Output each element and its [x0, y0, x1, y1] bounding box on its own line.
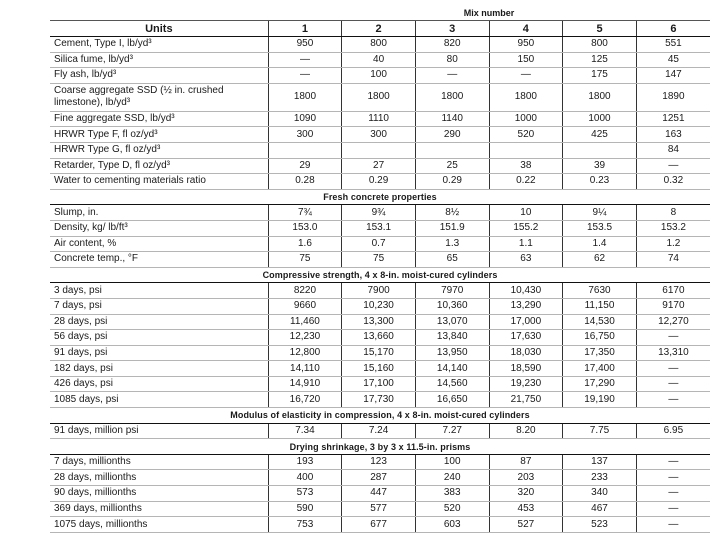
table-row [50, 174, 710, 190]
row-label: 90 days, millionths [50, 486, 268, 502]
table-row [50, 423, 710, 439]
mix-number-header-1: 1 [268, 21, 342, 37]
cell-mix-4: 21,750 [489, 392, 563, 408]
cell-mix-5: 425 [563, 127, 637, 143]
row-label: 7 days, millionths [50, 454, 268, 470]
cell-mix-5: 1.4 [563, 236, 637, 252]
cell-mix-1: 950 [268, 37, 342, 53]
cell-mix-6: 12,270 [636, 314, 710, 330]
cell-mix-6: — [636, 486, 710, 502]
table-row [50, 111, 710, 127]
cell-mix-5: 523 [563, 517, 637, 533]
cell-mix-2: 0.7 [342, 236, 416, 252]
cell-mix-1: 14,110 [268, 361, 342, 377]
table-row [50, 127, 710, 143]
cell-mix-6: 1890 [636, 83, 710, 111]
cell-mix-5: 17,350 [563, 345, 637, 361]
cell-mix-6: 45 [636, 52, 710, 68]
cell-mix-1: 14,910 [268, 376, 342, 392]
cell-mix-4: 13,290 [489, 298, 563, 314]
cell-mix-6: 0.32 [636, 174, 710, 190]
cell-mix-2: 40 [342, 52, 416, 68]
cell-mix-4: 950 [489, 37, 563, 53]
cell-mix-5: 153.5 [563, 220, 637, 236]
cell-mix-4: 38 [489, 158, 563, 174]
cell-mix-1: 1800 [268, 83, 342, 111]
row-label: Fine aggregate SSD, lb/yd³ [50, 111, 268, 127]
cell-mix-4: 1800 [489, 83, 563, 111]
cell-mix-3 [415, 142, 489, 158]
cell-mix-3: 13,840 [415, 330, 489, 346]
cell-mix-6: — [636, 330, 710, 346]
cell-mix-4: 8.20 [489, 423, 563, 439]
table-row [50, 486, 710, 502]
row-label: 3 days, psi [50, 283, 268, 299]
cell-mix-5: 1800 [563, 83, 637, 111]
cell-mix-2: 75 [342, 252, 416, 268]
cell-mix-3: 65 [415, 252, 489, 268]
mix-properties-table [50, 6, 710, 533]
row-label: 91 days, psi [50, 345, 268, 361]
cell-mix-2: 287 [342, 470, 416, 486]
cell-mix-6: — [636, 158, 710, 174]
cell-mix-5: 800 [563, 37, 637, 53]
column-header-row [50, 21, 710, 37]
row-label: Density, kg/ lb/ft³ [50, 220, 268, 236]
cell-mix-3: 7970 [415, 283, 489, 299]
cell-mix-3: 13,950 [415, 345, 489, 361]
row-label: 369 days, millionths [50, 501, 268, 517]
cell-mix-6: — [636, 470, 710, 486]
cell-mix-4: 155.2 [489, 220, 563, 236]
cell-mix-1: 29 [268, 158, 342, 174]
cell-mix-4: 1.1 [489, 236, 563, 252]
cell-mix-6: 153.2 [636, 220, 710, 236]
cell-mix-3: 1.3 [415, 236, 489, 252]
cell-mix-1: 300 [268, 127, 342, 143]
cell-mix-4: 87 [489, 454, 563, 470]
cell-mix-3: 290 [415, 127, 489, 143]
cell-mix-3: 25 [415, 158, 489, 174]
cell-mix-2: 447 [342, 486, 416, 502]
cell-mix-4: 150 [489, 52, 563, 68]
cell-mix-5: 0.23 [563, 174, 637, 190]
table-row [50, 454, 710, 470]
cell-mix-4: 320 [489, 486, 563, 502]
cell-mix-4: 18,030 [489, 345, 563, 361]
table-row [50, 470, 710, 486]
cell-mix-3: 8½ [415, 205, 489, 221]
table-row [50, 501, 710, 517]
cell-mix-2: 15,170 [342, 345, 416, 361]
row-label: Coarse aggregate SSD (½ in. crushed limestone), lb/yd³ [50, 83, 268, 111]
cell-mix-3: 520 [415, 501, 489, 517]
cell-mix-4: 63 [489, 252, 563, 268]
cell-mix-1: 9660 [268, 298, 342, 314]
cell-mix-1: 1090 [268, 111, 342, 127]
cell-mix-4: 527 [489, 517, 563, 533]
cell-mix-1: 1.6 [268, 236, 342, 252]
cell-mix-1: — [268, 68, 342, 84]
cell-mix-4: 18,590 [489, 361, 563, 377]
cell-mix-2: 100 [342, 68, 416, 84]
cell-mix-2: 17,100 [342, 376, 416, 392]
cell-mix-2: 0.29 [342, 174, 416, 190]
row-label: 91 days, million psi [50, 423, 268, 439]
row-label: Water to cementing materials ratio [50, 174, 268, 190]
row-label: Fly ash, lb/yd³ [50, 68, 268, 84]
row-label: Slump, in. [50, 205, 268, 221]
table-row [50, 83, 710, 111]
cell-mix-6: 6170 [636, 283, 710, 299]
mix-number-header-4: 4 [489, 21, 563, 37]
cell-mix-2: 577 [342, 501, 416, 517]
group-header-row [50, 6, 710, 21]
row-label: HRWR Type G, fl oz/yd³ [50, 142, 268, 158]
cell-mix-5: 17,290 [563, 376, 637, 392]
row-label: 56 days, psi [50, 330, 268, 346]
cell-mix-1: 16,720 [268, 392, 342, 408]
cell-mix-6: — [636, 376, 710, 392]
cell-mix-2: 677 [342, 517, 416, 533]
cell-mix-2: 300 [342, 127, 416, 143]
table-row [50, 68, 710, 84]
cell-mix-4: 10 [489, 205, 563, 221]
cell-mix-6: — [636, 361, 710, 377]
cell-mix-3: 16,650 [415, 392, 489, 408]
table-row [50, 283, 710, 299]
cell-mix-5: 14,530 [563, 314, 637, 330]
row-label: 1085 days, psi [50, 392, 268, 408]
cell-mix-3: — [415, 68, 489, 84]
cell-mix-5 [563, 142, 637, 158]
cell-mix-3: 1140 [415, 111, 489, 127]
cell-mix-2: 7.24 [342, 423, 416, 439]
cell-mix-1: 8220 [268, 283, 342, 299]
cell-mix-4: 453 [489, 501, 563, 517]
cell-mix-2: 800 [342, 37, 416, 53]
row-label: 28 days, psi [50, 314, 268, 330]
row-label: 426 days, psi [50, 376, 268, 392]
table-row [50, 361, 710, 377]
cell-mix-3: 14,560 [415, 376, 489, 392]
cell-mix-6: 74 [636, 252, 710, 268]
row-label: 7 days, psi [50, 298, 268, 314]
cell-mix-5: 19,190 [563, 392, 637, 408]
cell-mix-5: 7.75 [563, 423, 637, 439]
row-label: Concrete temp., °F [50, 252, 268, 268]
cell-mix-3: 383 [415, 486, 489, 502]
cell-mix-1 [268, 142, 342, 158]
cell-mix-2 [342, 142, 416, 158]
cell-mix-5: 340 [563, 486, 637, 502]
table-row [50, 252, 710, 268]
cell-mix-3: 603 [415, 517, 489, 533]
cell-mix-5: 16,750 [563, 330, 637, 346]
cell-mix-5: 137 [563, 454, 637, 470]
cell-mix-6: 1.2 [636, 236, 710, 252]
cell-mix-5: 9¼ [563, 205, 637, 221]
cell-mix-2: 13,660 [342, 330, 416, 346]
cell-mix-6: 163 [636, 127, 710, 143]
cell-mix-5: 233 [563, 470, 637, 486]
cell-mix-5: 125 [563, 52, 637, 68]
table-row [50, 298, 710, 314]
cell-mix-1: 75 [268, 252, 342, 268]
cell-mix-5: 11,150 [563, 298, 637, 314]
cell-mix-3: 240 [415, 470, 489, 486]
cell-mix-1: 12,800 [268, 345, 342, 361]
table-row [50, 220, 710, 236]
cell-mix-2: 17,730 [342, 392, 416, 408]
section-title: Compressive strength, 4 x 8-in. moist-cured cylinders [50, 267, 710, 283]
mix-number-header-3: 3 [415, 21, 489, 37]
cell-mix-2: 27 [342, 158, 416, 174]
cell-mix-2: 7900 [342, 283, 416, 299]
units-header: Units [50, 21, 268, 37]
cell-mix-2: 10,230 [342, 298, 416, 314]
cell-mix-2: 1110 [342, 111, 416, 127]
table-row [50, 345, 710, 361]
cell-mix-4: 203 [489, 470, 563, 486]
cell-mix-3: 0.29 [415, 174, 489, 190]
group-header-label: Mix number [268, 6, 710, 21]
cell-mix-2: 1800 [342, 83, 416, 111]
cell-mix-6: 9170 [636, 298, 710, 314]
cell-mix-4: 17,000 [489, 314, 563, 330]
cell-mix-3: 151.9 [415, 220, 489, 236]
section-title: Modulus of elasticity in compression, 4 x 8-in. moist-cured cylinders [50, 408, 710, 424]
cell-mix-6: 1251 [636, 111, 710, 127]
mix-number-header-5: 5 [563, 21, 637, 37]
cell-mix-6: 6.95 [636, 423, 710, 439]
section-header-row [50, 408, 710, 424]
row-label: 182 days, psi [50, 361, 268, 377]
table-row [50, 392, 710, 408]
cell-mix-3: 10,360 [415, 298, 489, 314]
cell-mix-3: 100 [415, 454, 489, 470]
cell-mix-4: — [489, 68, 563, 84]
cell-mix-3: 13,070 [415, 314, 489, 330]
cell-mix-1: 7.34 [268, 423, 342, 439]
row-label: Silica fume, lb/yd³ [50, 52, 268, 68]
cell-mix-5: 467 [563, 501, 637, 517]
table-body [50, 6, 710, 532]
table-row [50, 205, 710, 221]
cell-mix-6: — [636, 501, 710, 517]
cell-mix-3: 820 [415, 37, 489, 53]
cell-mix-2: 13,300 [342, 314, 416, 330]
cell-mix-1: 11,460 [268, 314, 342, 330]
cell-mix-2: 153.1 [342, 220, 416, 236]
cell-mix-5: 62 [563, 252, 637, 268]
cell-mix-6: — [636, 454, 710, 470]
table-row [50, 330, 710, 346]
cell-mix-1: 753 [268, 517, 342, 533]
cell-mix-5: 175 [563, 68, 637, 84]
section-header-row [50, 267, 710, 283]
table-row [50, 236, 710, 252]
row-label: 28 days, millionths [50, 470, 268, 486]
cell-mix-4: 19,230 [489, 376, 563, 392]
cell-mix-3: 1800 [415, 83, 489, 111]
row-label: 1075 days, millionths [50, 517, 268, 533]
section-title: Drying shrinkage, 3 by 3 x 11.5-in. prisms [50, 439, 710, 455]
row-label: Retarder, Type D, fl oz/yd³ [50, 158, 268, 174]
row-label: Air content, % [50, 236, 268, 252]
cell-mix-4: 17,630 [489, 330, 563, 346]
cell-mix-4: 1000 [489, 111, 563, 127]
cell-mix-6: 551 [636, 37, 710, 53]
table-row [50, 517, 710, 533]
cell-mix-6: 147 [636, 68, 710, 84]
cell-mix-6: — [636, 392, 710, 408]
section-header-row [50, 439, 710, 455]
cell-mix-4 [489, 142, 563, 158]
cell-mix-4: 10,430 [489, 283, 563, 299]
table-row [50, 37, 710, 53]
cell-mix-1: 573 [268, 486, 342, 502]
cell-mix-1: 0.28 [268, 174, 342, 190]
cell-mix-4: 520 [489, 127, 563, 143]
cell-mix-6: 84 [636, 142, 710, 158]
section-header-row [50, 189, 710, 205]
row-label: HRWR Type F, fl oz/yd³ [50, 127, 268, 143]
cell-mix-5: 17,400 [563, 361, 637, 377]
section-title: Fresh concrete properties [50, 189, 710, 205]
table-row [50, 52, 710, 68]
cell-mix-2: 123 [342, 454, 416, 470]
table-row [50, 142, 710, 158]
mix-number-header-2: 2 [342, 21, 416, 37]
table-row [50, 376, 710, 392]
cell-mix-5: 39 [563, 158, 637, 174]
cell-mix-2: 9¾ [342, 205, 416, 221]
cell-mix-1: 193 [268, 454, 342, 470]
cell-mix-1: 590 [268, 501, 342, 517]
cell-mix-1: 153.0 [268, 220, 342, 236]
cell-mix-1: 400 [268, 470, 342, 486]
cell-mix-5: 1000 [563, 111, 637, 127]
mix-number-header-6: 6 [636, 21, 710, 37]
cell-mix-1: 12,230 [268, 330, 342, 346]
table-row [50, 158, 710, 174]
cell-mix-1: — [268, 52, 342, 68]
cell-mix-5: 7630 [563, 283, 637, 299]
cell-mix-6: 8 [636, 205, 710, 221]
cell-mix-3: 14,140 [415, 361, 489, 377]
row-label: Cement, Type I, lb/yd³ [50, 37, 268, 53]
cell-mix-6: — [636, 517, 710, 533]
cell-mix-1: 7¾ [268, 205, 342, 221]
cell-mix-2: 15,160 [342, 361, 416, 377]
cell-mix-4: 0.22 [489, 174, 563, 190]
cell-mix-3: 80 [415, 52, 489, 68]
group-header-blank [50, 6, 268, 21]
table-row [50, 314, 710, 330]
cell-mix-6: 13,310 [636, 345, 710, 361]
cell-mix-3: 7.27 [415, 423, 489, 439]
